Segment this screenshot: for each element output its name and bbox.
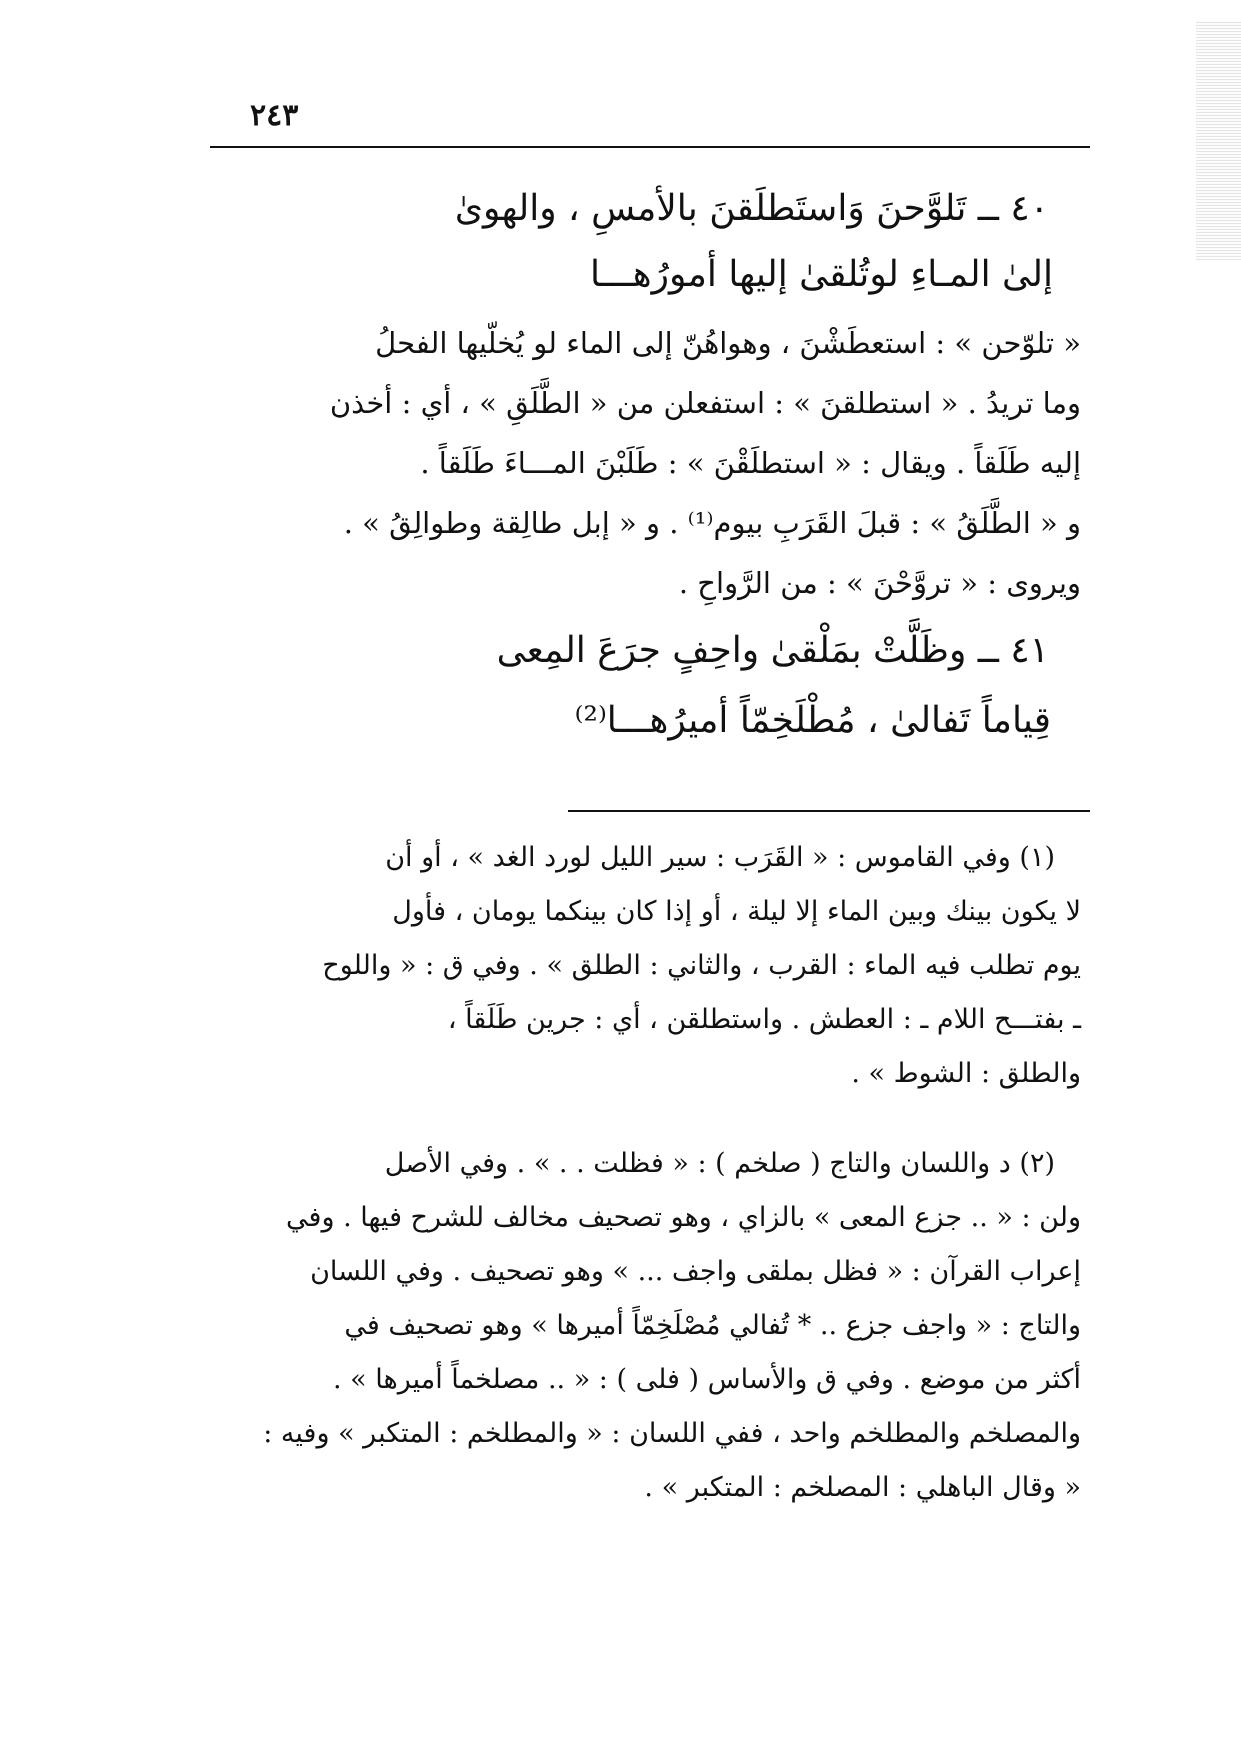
verse-41-line-1: ٤١ ــ وظَلَّتْ بمَلْقىٰ واحِفٍ جرَعَ المِعى — [496, 630, 1049, 671]
footnote-2-line: أكثر من موضع . وفي ق والأساس ( فلى ) : « .. مصلخماً أميرها » . — [332, 1364, 1081, 1395]
verse-41-line-2: قِياماً تَفالىٰ ، مُطْلَخِمّاً أميرُهـــا⁽²⁾ — [574, 700, 1051, 741]
commentary-40-line: ويروى : « تروَّحْنَ » : من الرَّواحِ . — [678, 566, 1081, 600]
footnote-2-line: إعراب القرآن : « فظل بملقى واجف ... » وهو تصحيف . وفي اللسان — [310, 1256, 1081, 1287]
commentary-40-line: و « الطَّلَقُ » : قبلَ القَرَبِ بيوم⁽¹⁾ . و « إبل طالِقة وطوالِقُ » . — [343, 506, 1081, 540]
commentary-40-line: « تلوّحن » : استعطَشْنَ ، وهواهُنّ إلى الماء لو يُخلّيها الفحلُ — [375, 326, 1081, 360]
footnote-1-line: يوم تطلب فيه الماء : القرب ، والثاني : الطلق » . وفي ق : « واللوح — [322, 950, 1081, 981]
footnote-rule — [568, 810, 1090, 812]
verse-40-line-1: ٤٠ ــ تَلوَّحنَ وَاستَطلَقنَ بالأمسِ ، والهوىٰ — [454, 188, 1049, 229]
footnote-2-line: (٢) د واللسان والتاج ( صلخم ) : « فظلت . . » . وفي الأصل — [384, 1148, 1055, 1179]
footnote-2-line: ولن : « .. جزع المعى » بالزاي ، وهو تصحيف مخالف للشرح فيها . وفي — [286, 1202, 1081, 1233]
header-rule — [210, 146, 1090, 148]
footnote-1-line: ـ بفتـــح اللام ـ : العطش . واستطلقن ، أي : جرين طَلَقاً ، — [447, 1004, 1081, 1035]
footnote-1-line: والطلق : الشوط » . — [851, 1058, 1081, 1089]
verse-40-line-2: إلىٰ المـاءِ لوتُلقىٰ إليها أمورُهـــا — [590, 254, 1053, 295]
footnote-1-line: لا يكون بينك وبين الماء إلا ليلة ، أو إذا كان بينكما يومان ، فأول — [392, 896, 1081, 927]
commentary-40-line: إليه طَلَقاً . ويقال : « استطلَقْنَ » : طَلَبْنَ المـــاءَ طَلَقاً . — [420, 446, 1081, 480]
page-number: ٢٤٣ — [250, 98, 299, 133]
footnote-2-line: والتاج : « واجف جزع .. * تُفالي مُصْلَخِمّاً أميرها » وهو تصحيف في — [344, 1310, 1081, 1341]
commentary-40-line: وما تريدُ . « استطلقنَ » : استفعلن من « الطَّلَقِ » ، أي : أخذن — [329, 386, 1081, 420]
footnote-2-line: والمصلخم والمطلخم واحد ، ففي اللسان : « والمطلخم : المتكبر » وفيه : — [263, 1418, 1081, 1449]
footnote-2-line: « وقال الباهلي : المصلخم : المتكبر » . — [644, 1472, 1081, 1503]
page-edge-shadow — [1196, 20, 1241, 260]
footnote-1-line: (١) وفي القاموس : « القَرَب : سير الليل لورد الغد » ، أو أن — [385, 842, 1055, 873]
